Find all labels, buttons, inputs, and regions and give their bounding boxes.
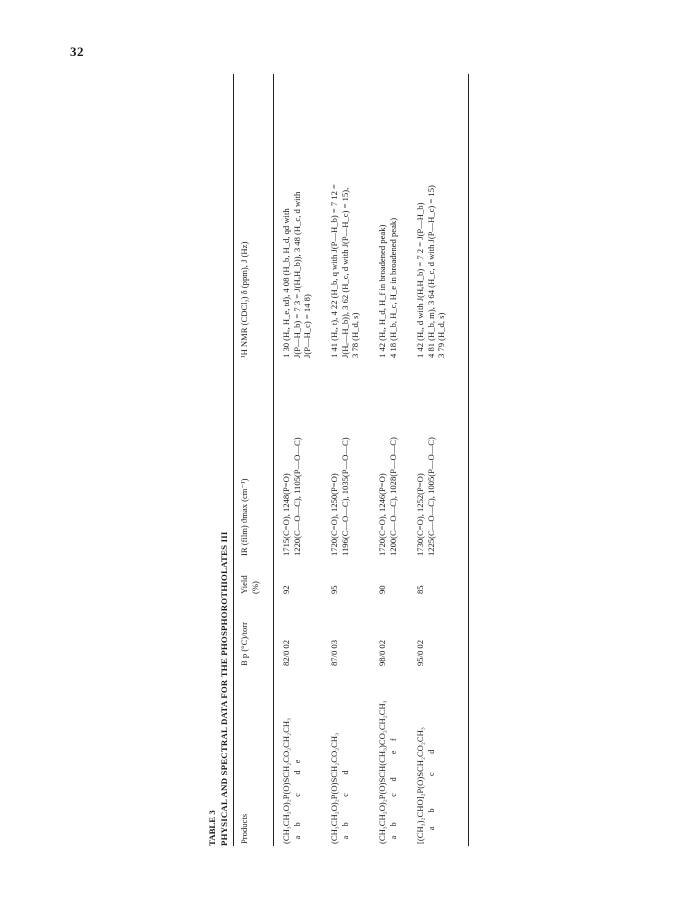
yield-cell: 90 <box>377 585 387 594</box>
nmr-line: 3 79 (H_d, s) <box>436 312 447 358</box>
product-formula: (CH₃CH₂O)₂P(O)SCH₂CO₂CH₂CH₃ <box>281 717 291 844</box>
nmr-line: J(Hₐ—H_b)), 3 62 (H_c, d with J(P—H_c) = 15), <box>339 187 350 358</box>
ir-cell <box>415 366 436 556</box>
ir-line: 1715(C=O), 1248(P=O) <box>281 473 291 556</box>
nmr-cell <box>281 78 313 358</box>
ir-cell <box>377 366 398 556</box>
ir-cell <box>281 366 302 556</box>
nmr-cell <box>415 78 447 358</box>
ir-line: 1720(C=O), 1246(P=O) <box>377 473 387 556</box>
nmr-line: 1 42 (Hₐ, H_d, H_f in broadened peak) <box>377 224 387 358</box>
header-nmr: ¹H NMR (CDCl₃) δ (ppm), J (Hz) <box>239 241 249 358</box>
bp-cell: 98/0 02 <box>377 639 387 666</box>
nmr-line: 4 81 (H_b, m), 3 64 (H_c, d with J(P—H_c) = 15) <box>425 185 436 358</box>
product-formula: (CH₃CH₂O)₂P(O)SCH₂CO₂CH₃ <box>329 732 339 844</box>
table-label: TABLE 3 <box>207 810 217 846</box>
ir-line: 1220(C—O—C), 1105(P—O—C) <box>291 437 302 556</box>
yield-cell: 92 <box>281 585 291 594</box>
nmr-line: 1 30 (Hₐ, H_e, td), 4 08 (H_b, H_d, qd with <box>281 208 291 358</box>
nmr-line: 1 41 (Hₐ, t), 4 22 (H_b, q with J(P—H_b) = 7 12 = <box>329 184 339 358</box>
proton-labels: a b c d e f <box>388 738 398 844</box>
proton-labels: a b c d <box>426 749 436 844</box>
table-title: PHYSICAL AND SPECTRAL DATA FOR THE PHOSPHOROTHIOLATES III <box>219 531 229 846</box>
ir-line: 1720(C=O), 1250(P=O) <box>329 473 339 556</box>
nmr-line: 3 78 (H_d, s) <box>350 312 361 358</box>
header-products: Products <box>239 813 249 844</box>
product-formula: [(CH₃)₂CHO]₂P(O)SCH₂CO₂CH₃ <box>415 727 425 844</box>
product-cell <box>329 666 351 844</box>
ir-line: 1730(C=O), 1252(P=O) <box>415 473 425 556</box>
ir-line: 1225(C—O—C), 1005(P—O—C) <box>425 437 436 556</box>
nmr-line: J(P—H_c) = 14 8) <box>302 294 313 358</box>
ir-line: 1200(C—O—C), 1028(P—O—C) <box>387 437 398 556</box>
nmr-cell <box>377 78 398 358</box>
page-number: 32 <box>70 44 84 59</box>
proton-labels: a b c d <box>340 770 350 844</box>
header-yield: Yield (%) <box>239 575 260 594</box>
bp-cell: 95/0 02 <box>415 639 425 666</box>
nmr-line: 4 18 (H_b, H_c, H_e in broadened peak) <box>387 217 398 358</box>
table-panel <box>207 74 469 846</box>
rotated-table-region <box>207 74 469 846</box>
yield-cell: 95 <box>329 585 339 594</box>
header-ir: IR (film) ϑmax (cm⁻¹) <box>239 478 249 556</box>
product-formula: (CH₃CH₂O)₂P(O)SCH(CH₃)CO₂CH₂CH₃ <box>377 700 387 844</box>
bp-cell: 87/0 03 <box>329 639 339 666</box>
ir-line: 1196(C—O—C), 1035(P—O—C) <box>339 437 350 556</box>
table-top-rule <box>233 74 234 846</box>
nmr-cell <box>329 78 361 358</box>
product-cell <box>281 666 303 844</box>
proton-labels: a b c d e <box>292 759 302 844</box>
bp-cell: 82/0 02 <box>281 639 291 666</box>
nmr-line: J(P—H_b) = 7 3 = J(HₐH_b)), 3 48 (H_c, d with <box>291 191 302 358</box>
nmr-line: 1 42 (Hₐ, d with J(HₐH_b) = 7 2 = J(P—H_b) <box>415 202 425 358</box>
header-bp: B p (°C)/torr <box>239 621 249 666</box>
yield-cell: 85 <box>415 585 425 594</box>
product-cell <box>415 666 437 844</box>
table-bottom-rule <box>468 74 469 846</box>
product-cell <box>377 666 399 844</box>
ir-cell <box>329 366 350 556</box>
table-header-rule <box>273 74 274 846</box>
